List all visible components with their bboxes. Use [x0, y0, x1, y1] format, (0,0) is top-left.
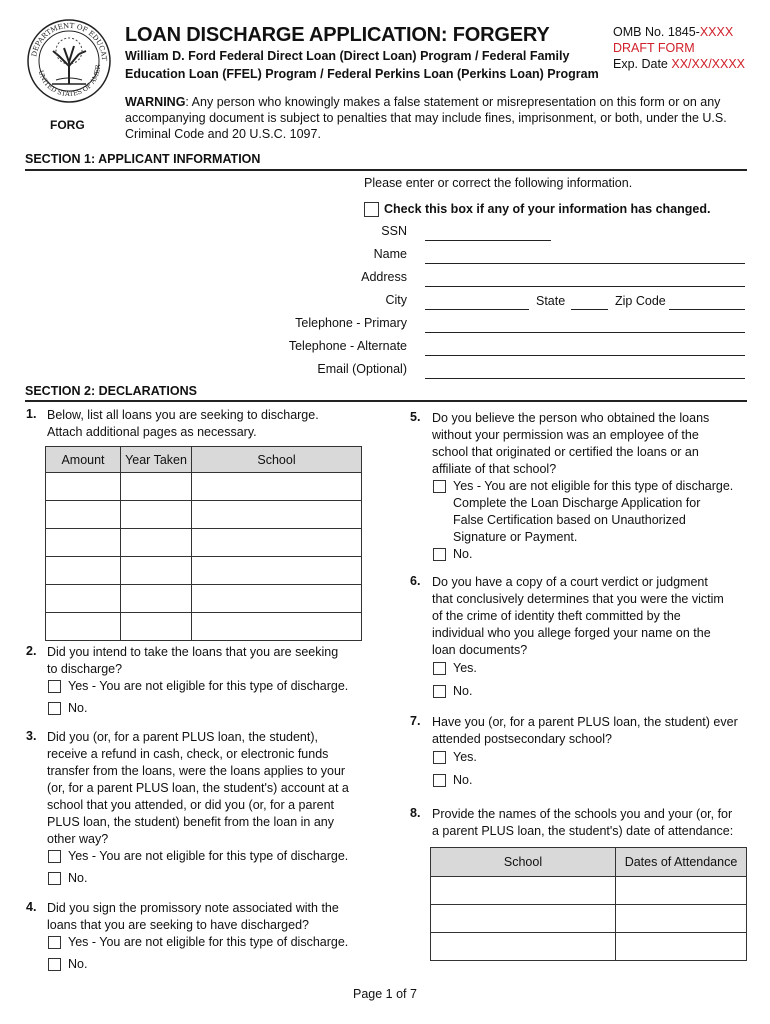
q6-no-option[interactable]: No.: [433, 683, 493, 700]
exp-date: Exp. Date XX/XX/XXXX: [613, 57, 746, 71]
table-row[interactable]: [46, 613, 362, 641]
subtitle-line-2: Education Loan (FFEL) Program / Federal Perkins Loan (Perkins Loan) Program: [125, 67, 599, 81]
section-1-rule: [25, 169, 747, 171]
omb-number: OMB No. 1845-XXXX: [613, 25, 734, 39]
col-amount: Amount: [46, 447, 121, 473]
table-cell[interactable]: [121, 613, 192, 641]
checkbox[interactable]: [48, 936, 61, 949]
table-cell[interactable]: [616, 877, 747, 905]
checkbox[interactable]: [48, 872, 61, 885]
checkbox[interactable]: [433, 774, 446, 787]
q7-yes-option[interactable]: Yes.: [433, 749, 493, 766]
checkbox[interactable]: [48, 680, 61, 693]
col-dates-of-attendance: Dates of Attendance: [616, 848, 747, 877]
table-cell[interactable]: [121, 529, 192, 557]
checkbox[interactable]: [433, 685, 446, 698]
q6-number: 6.: [410, 574, 421, 588]
col-school: School: [431, 848, 616, 877]
q5-no-option[interactable]: No.: [433, 546, 493, 563]
ssn-label: SSN: [381, 224, 407, 238]
name-label: Name: [373, 247, 407, 261]
q3-yes-option[interactable]: Yes - You are not eligible for this type of discharge.: [48, 848, 368, 865]
state-label: State: [536, 294, 566, 308]
table-row[interactable]: [46, 501, 362, 529]
section-1-heading: SECTION 1: APPLICANT INFORMATION: [25, 152, 261, 166]
email-label: Email (Optional): [317, 362, 407, 376]
table-row[interactable]: [46, 557, 362, 585]
q2-text: Did you intend to take the loans that you are seeking to discharge?: [47, 645, 339, 676]
form-code: FORG: [50, 118, 85, 132]
table-row[interactable]: [46, 473, 362, 501]
address-input[interactable]: [425, 286, 745, 287]
phone-alternate-label: Telephone - Alternate: [288, 339, 407, 353]
q5-text: Do you believe the person who obtained the loans without your permission was an employee of the school that originated or certified the loans or an affiliate of that school?: [432, 411, 710, 476]
phone-primary-input[interactable]: [425, 332, 745, 333]
table-cell[interactable]: [121, 501, 192, 529]
table-cell[interactable]: [46, 585, 121, 613]
table-cell[interactable]: [121, 557, 192, 585]
zip-label: Zip Code: [615, 294, 666, 308]
table-cell[interactable]: [192, 473, 362, 501]
q4-no-option[interactable]: No.: [48, 956, 108, 973]
table-cell[interactable]: [121, 473, 192, 501]
draft-form-label: DRAFT FORM: [613, 41, 695, 55]
department-seal-logo: [26, 18, 112, 104]
q7-text: Have you (or, for a parent PLUS loan, the student) ever attended postsecondary school?: [432, 715, 738, 746]
table-row[interactable]: [431, 933, 747, 961]
q8-text: Provide the names of the schools you and your (or, for a parent PLUS loan, the student's) date of attendance:: [432, 807, 734, 838]
checkbox[interactable]: [433, 480, 446, 493]
table-cell[interactable]: [192, 501, 362, 529]
q6-text: Do you have a copy of a court verdict or judgment that conclusively determines that you were the victim of the crime of identity theft committed by the individual who you allege forged your name on the loan documents?: [432, 575, 724, 657]
page-number: Page 1 of 7: [353, 987, 417, 1001]
name-input[interactable]: [425, 263, 745, 264]
program-subtitle: [125, 47, 615, 83]
ssn-input[interactable]: [425, 240, 551, 241]
table-row[interactable]: [431, 877, 747, 905]
q7-number: 7.: [410, 714, 421, 728]
loans-table: [45, 446, 362, 641]
table-row[interactable]: [431, 905, 747, 933]
subtitle-line-1: William D. Ford Federal Direct Loan (Direct Loan) Program / Federal Family: [125, 49, 570, 63]
q2-number: 2.: [26, 644, 37, 658]
table-cell[interactable]: [616, 933, 747, 961]
checkbox[interactable]: [433, 662, 446, 675]
warning-notice: WARNING: Any person who knowingly makes a false statement or misrepresentation on this form or on any accompanying document is subject to penalties that may include fines, imprisonment, or both, under the U.S. Criminal Code and 20 U.S.C. 1097.: [125, 95, 727, 141]
city-input[interactable]: [425, 309, 529, 310]
table-cell[interactable]: [46, 529, 121, 557]
page-title: LOAN DISCHARGE APPLICATION: FORGERY: [125, 24, 550, 46]
table-cell[interactable]: [46, 501, 121, 529]
checkbox[interactable]: [48, 702, 61, 715]
phone-primary-label: Telephone - Primary: [295, 316, 407, 330]
q5-yes-option[interactable]: Yes - You are not eligible for this type of discharge. Complete the Loan Discharge Application for False Certification based on Unauthorized Signature or Payment.: [433, 478, 753, 546]
zip-input[interactable]: [669, 309, 745, 310]
q3-number: 3.: [26, 729, 37, 743]
q2-no-option[interactable]: No.: [48, 700, 108, 717]
section-1-instruction: Please enter or correct the following information.: [364, 176, 633, 190]
table-cell[interactable]: [192, 557, 362, 585]
q2-yes-option[interactable]: Yes - You are not eligible for this type of discharge.: [48, 678, 368, 695]
schools-table: [430, 847, 747, 961]
q5-number: 5.: [410, 410, 421, 424]
phone-alternate-input[interactable]: [425, 355, 745, 356]
svg-text:UNITED STATES OF AMERICA: UNITED STATES OF AMER: [36, 64, 103, 99]
table-cell[interactable]: [192, 613, 362, 641]
q6-yes-option[interactable]: Yes.: [433, 660, 493, 677]
checkbox[interactable]: [433, 751, 446, 764]
checkbox[interactable]: [48, 850, 61, 863]
omb-block: [613, 24, 745, 72]
q4-text: Did you sign the promissory note associated with the loans that you are seeking to have discharged?: [47, 901, 339, 932]
table-cell[interactable]: [616, 905, 747, 933]
table-row[interactable]: [46, 529, 362, 557]
city-label: City: [385, 293, 407, 307]
table-cell[interactable]: [192, 585, 362, 613]
q4-number: 4.: [26, 900, 37, 914]
table-cell[interactable]: [431, 933, 616, 961]
table-cell[interactable]: [192, 529, 362, 557]
email-input[interactable]: [425, 378, 745, 379]
checkbox[interactable]: [433, 548, 446, 561]
checkbox[interactable]: [48, 958, 61, 971]
table-cell[interactable]: [431, 905, 616, 933]
q8-number: 8.: [410, 806, 421, 820]
q1-number: 1.: [26, 407, 37, 421]
q3-no-option[interactable]: No.: [48, 870, 108, 887]
table-cell[interactable]: [46, 557, 121, 585]
q1-text: Below, list all loans you are seeking to discharge. Attach additional pages as necessary.: [47, 408, 319, 439]
address-label: Address: [361, 270, 407, 284]
q4-yes-option[interactable]: Yes - You are not eligible for this type of discharge.: [48, 934, 368, 951]
table-row[interactable]: [46, 585, 362, 613]
col-year-taken: Year Taken: [121, 447, 192, 473]
state-input[interactable]: [571, 309, 608, 310]
q7-no-option[interactable]: No.: [433, 772, 493, 789]
checkbox-box[interactable]: [364, 202, 379, 217]
table-cell[interactable]: [121, 585, 192, 613]
section-2-rule: [25, 400, 747, 402]
table-cell[interactable]: [46, 613, 121, 641]
table-cell[interactable]: [431, 877, 616, 905]
svg-text:DEPARTMENT OF EDUCATION: DEPARTMENT OF EDUCAT: [30, 21, 109, 61]
table-cell[interactable]: [46, 473, 121, 501]
col-school: School: [192, 447, 362, 473]
section-2-heading: SECTION 2: DECLARATIONS: [25, 384, 197, 398]
q3-text: Did you (or, for a parent PLUS loan, the student), receive a refund in cash, check, or electronic funds transfer from the loans, were the loans applies to your (or, for a parent PLUS loan, the student's) account at a school that you attended, or did you (or, for a parent PLUS loan, the student) benefit from the loan in any other way?: [47, 730, 349, 846]
